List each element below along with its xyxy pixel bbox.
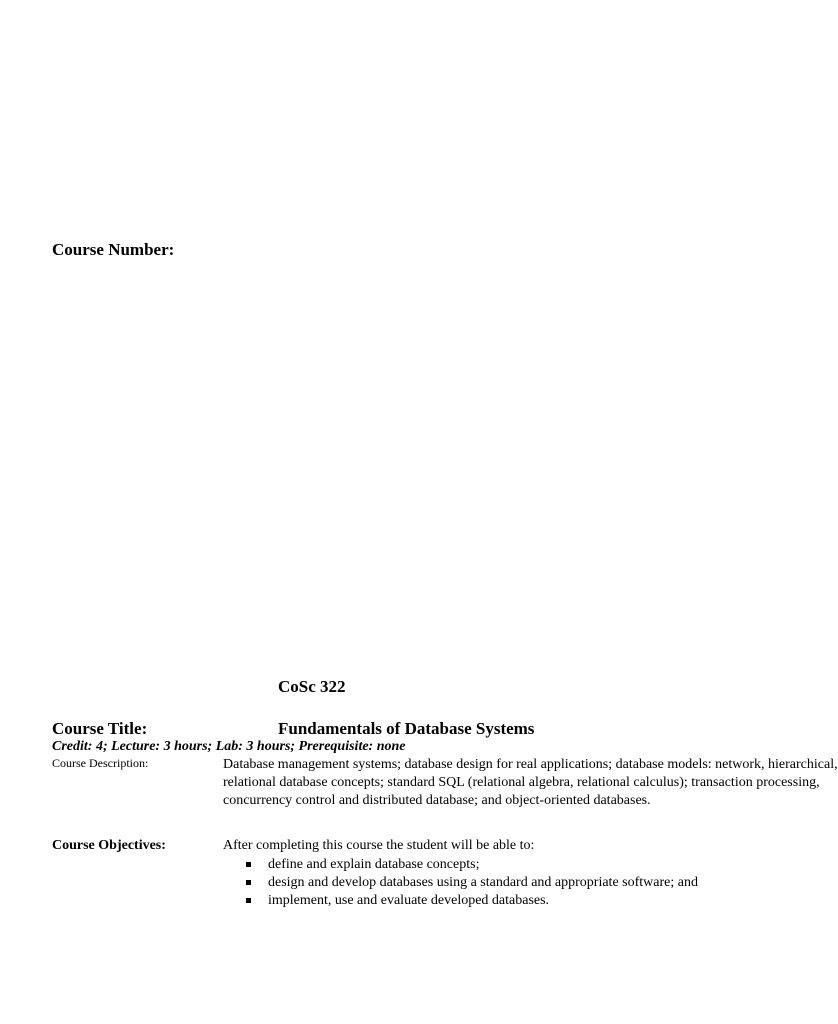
course-objectives-intro: After completing this course the student will be able to:: [223, 838, 535, 853]
credit-line: Credit: 4; Lecture: 3 hours; Lab: 3 hours; Prerequisite: none: [52, 739, 406, 754]
square-bullet-icon: [246, 862, 251, 867]
course-objectives-list: [246, 856, 698, 910]
course-number-label: Course Number:: [52, 240, 175, 259]
list-item: [246, 856, 698, 874]
course-description-label: Course Description:: [52, 756, 149, 770]
list-item: [246, 892, 698, 910]
objective-text: implement, use and evaluate developed databases.: [268, 893, 550, 908]
course-description-line: Database management systems; database design for real applications; database models: network, hierarchical,: [223, 757, 838, 772]
course-description-line: relational database concepts; standard SQL (relational algebra, relational calculus); transaction processing,: [223, 775, 820, 790]
course-number-value: CoSc 322: [278, 677, 346, 696]
objective-text: design and develop databases using a standard and appropriate software; and: [268, 875, 698, 890]
square-bullet-icon: [246, 898, 251, 903]
course-objectives-label: Course Objectives:: [52, 838, 166, 853]
course-description-text: [223, 756, 838, 810]
objective-text: define and explain database concepts;: [268, 857, 480, 872]
list-item: [246, 874, 698, 892]
course-title-value: Fundamentals of Database Systems: [278, 719, 535, 738]
square-bullet-icon: [246, 880, 251, 885]
course-title-label: Course Title:: [52, 719, 148, 738]
course-description-line: concurrency control and distributed database; and object-oriented databases.: [223, 793, 651, 808]
